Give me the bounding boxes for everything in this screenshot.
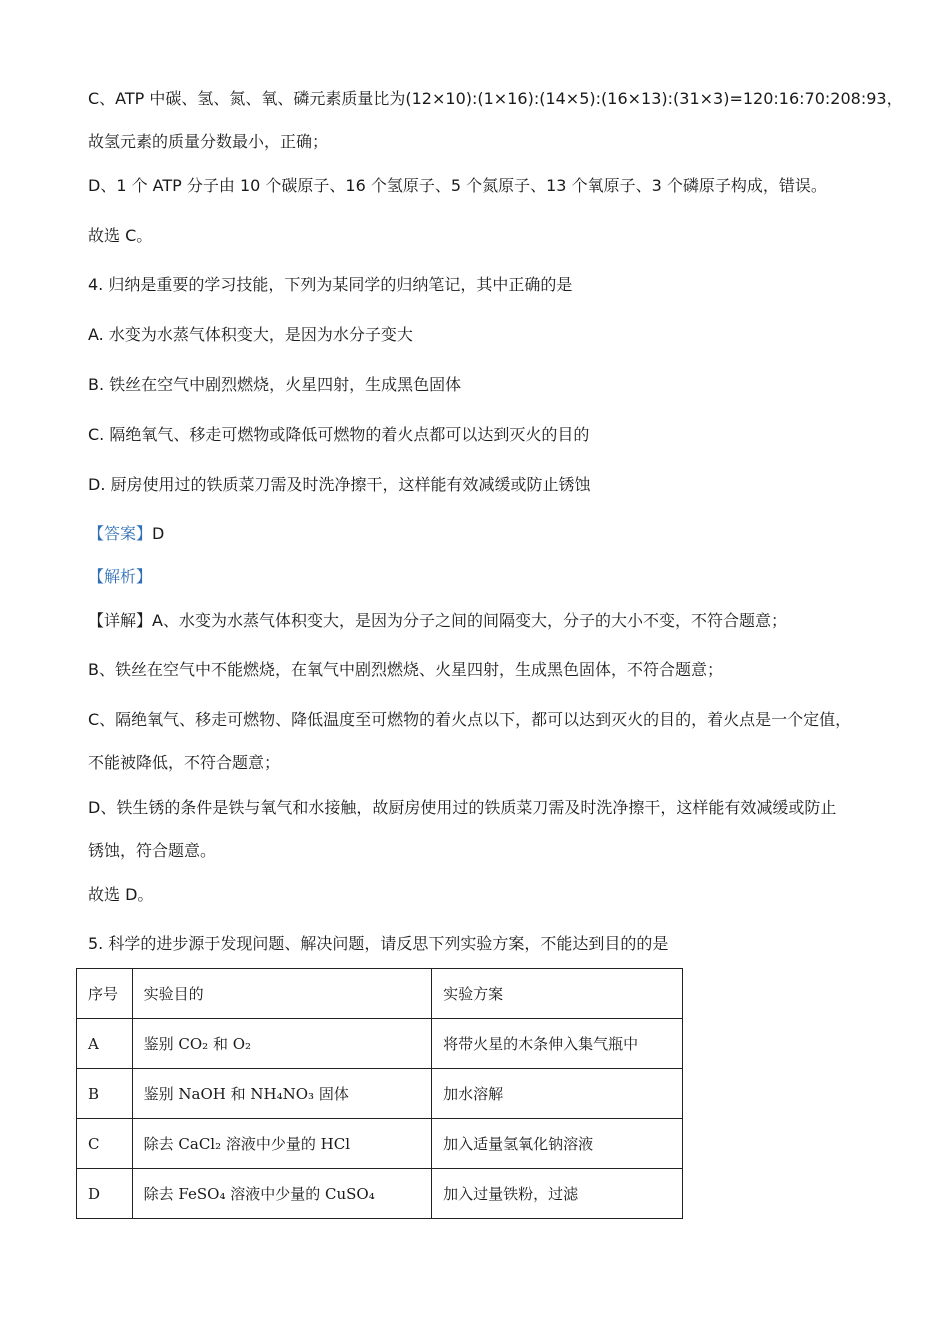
q4-detail-c-1: C、隔绝氧气、移走可燃物、降低温度至可燃物的着火点以下，都可以达到灭火的目的，着火点是一个定值， bbox=[88, 710, 852, 729]
q4-stem: 4. 归纳是重要的学习技能，下列为某同学的归纳笔记，其中正确的是 bbox=[88, 275, 573, 294]
row-id: C bbox=[77, 1119, 133, 1169]
q5-stem: 5. 科学的进步源于发现问题、解决问题，请反思下列实验方案，不能达到目的的是 bbox=[88, 934, 669, 953]
header-purpose: 实验目的 bbox=[132, 969, 432, 1019]
q3-line-c-1: C、ATP 中碳、氢、氮、氧、磷元素质量比为(12×10):(1×16):(14×5):(16×13):(31×3)=120:16:70:208:93， bbox=[88, 89, 903, 108]
row-id: A bbox=[77, 1019, 133, 1069]
row-purpose: 鉴别 NaOH 和 NH₄NO₃ 固体 bbox=[132, 1069, 432, 1119]
q4-detail-b: B、铁丝在空气中不能燃烧，在氧气中剧烈燃烧、火星四射，生成黑色固体，不符合题意； bbox=[88, 660, 723, 679]
header-plan: 实验方案 bbox=[432, 969, 683, 1019]
row-id: B bbox=[77, 1069, 133, 1119]
q4-option-b: B. 铁丝在空气中剧烈燃烧，火星四射，生成黑色固体 bbox=[88, 375, 462, 394]
row-id: D bbox=[77, 1169, 133, 1219]
table-row bbox=[77, 1119, 683, 1169]
table-row bbox=[77, 1019, 683, 1069]
q4-detail-d-2: 锈蚀，符合题意。 bbox=[88, 841, 217, 860]
answer-label: 【答案】 bbox=[88, 524, 153, 543]
q4-detail-c-2: 不能被降低，不符合题意； bbox=[88, 753, 281, 772]
q3-line-c-2: 故氢元素的质量分数最小，正确； bbox=[88, 132, 329, 151]
row-plan: 加入适量氢氧化钠溶液 bbox=[432, 1119, 683, 1169]
q4-detail-a: 【详解】A、水变为水蒸气体积变大，是因为分子之间的间隔变大，分子的大小不变，不符合题意； bbox=[88, 611, 787, 630]
table-header-row bbox=[77, 969, 683, 1019]
row-purpose: 鉴别 CO₂ 和 O₂ bbox=[132, 1019, 432, 1069]
header-id: 序号 bbox=[77, 969, 133, 1019]
row-plan: 将带火星的木条伸入集气瓶中 bbox=[432, 1019, 683, 1069]
q3-conclusion: 故选 C。 bbox=[88, 226, 153, 245]
q4-conclusion: 故选 D。 bbox=[88, 885, 154, 904]
q4-detail-d-1: D、铁生锈的条件是铁与氧气和水接触，故厨房使用过的铁质菜刀需及时洗净擦干，这样能有效减缓或防止 bbox=[88, 798, 837, 817]
table-row bbox=[77, 1069, 683, 1119]
q4-answer bbox=[88, 523, 880, 545]
row-purpose: 除去 CaCl₂ 溶液中少量的 HCl bbox=[132, 1119, 432, 1169]
row-plan: 加水溶解 bbox=[432, 1069, 683, 1119]
q3-line-d: D、1 个 ATP 分子由 10 个碳原子、16 个氢原子、5 个氮原子、13 个氧原子、3 个磷原子构成，错误。 bbox=[88, 176, 827, 195]
row-plan: 加入过量铁粉，过滤 bbox=[432, 1169, 683, 1219]
row-purpose: 除去 FeSO₄ 溶液中少量的 CuSO₄ bbox=[132, 1169, 432, 1219]
table-row bbox=[77, 1169, 683, 1219]
q4-analysis-label: 【解析】 bbox=[88, 567, 153, 586]
q4-option-a: A. 水变为水蒸气体积变大，是因为水分子变大 bbox=[88, 325, 413, 344]
q4-option-c: C. 隔绝氧气、移走可燃物或降低可燃物的着火点都可以达到灭火的目的 bbox=[88, 425, 590, 444]
q4-option-d: D. 厨房使用过的铁质菜刀需及时洗净擦干，这样能有效减缓或防止锈蚀 bbox=[88, 475, 591, 494]
experiment-table bbox=[76, 968, 683, 1219]
answer-value: D bbox=[152, 524, 165, 543]
